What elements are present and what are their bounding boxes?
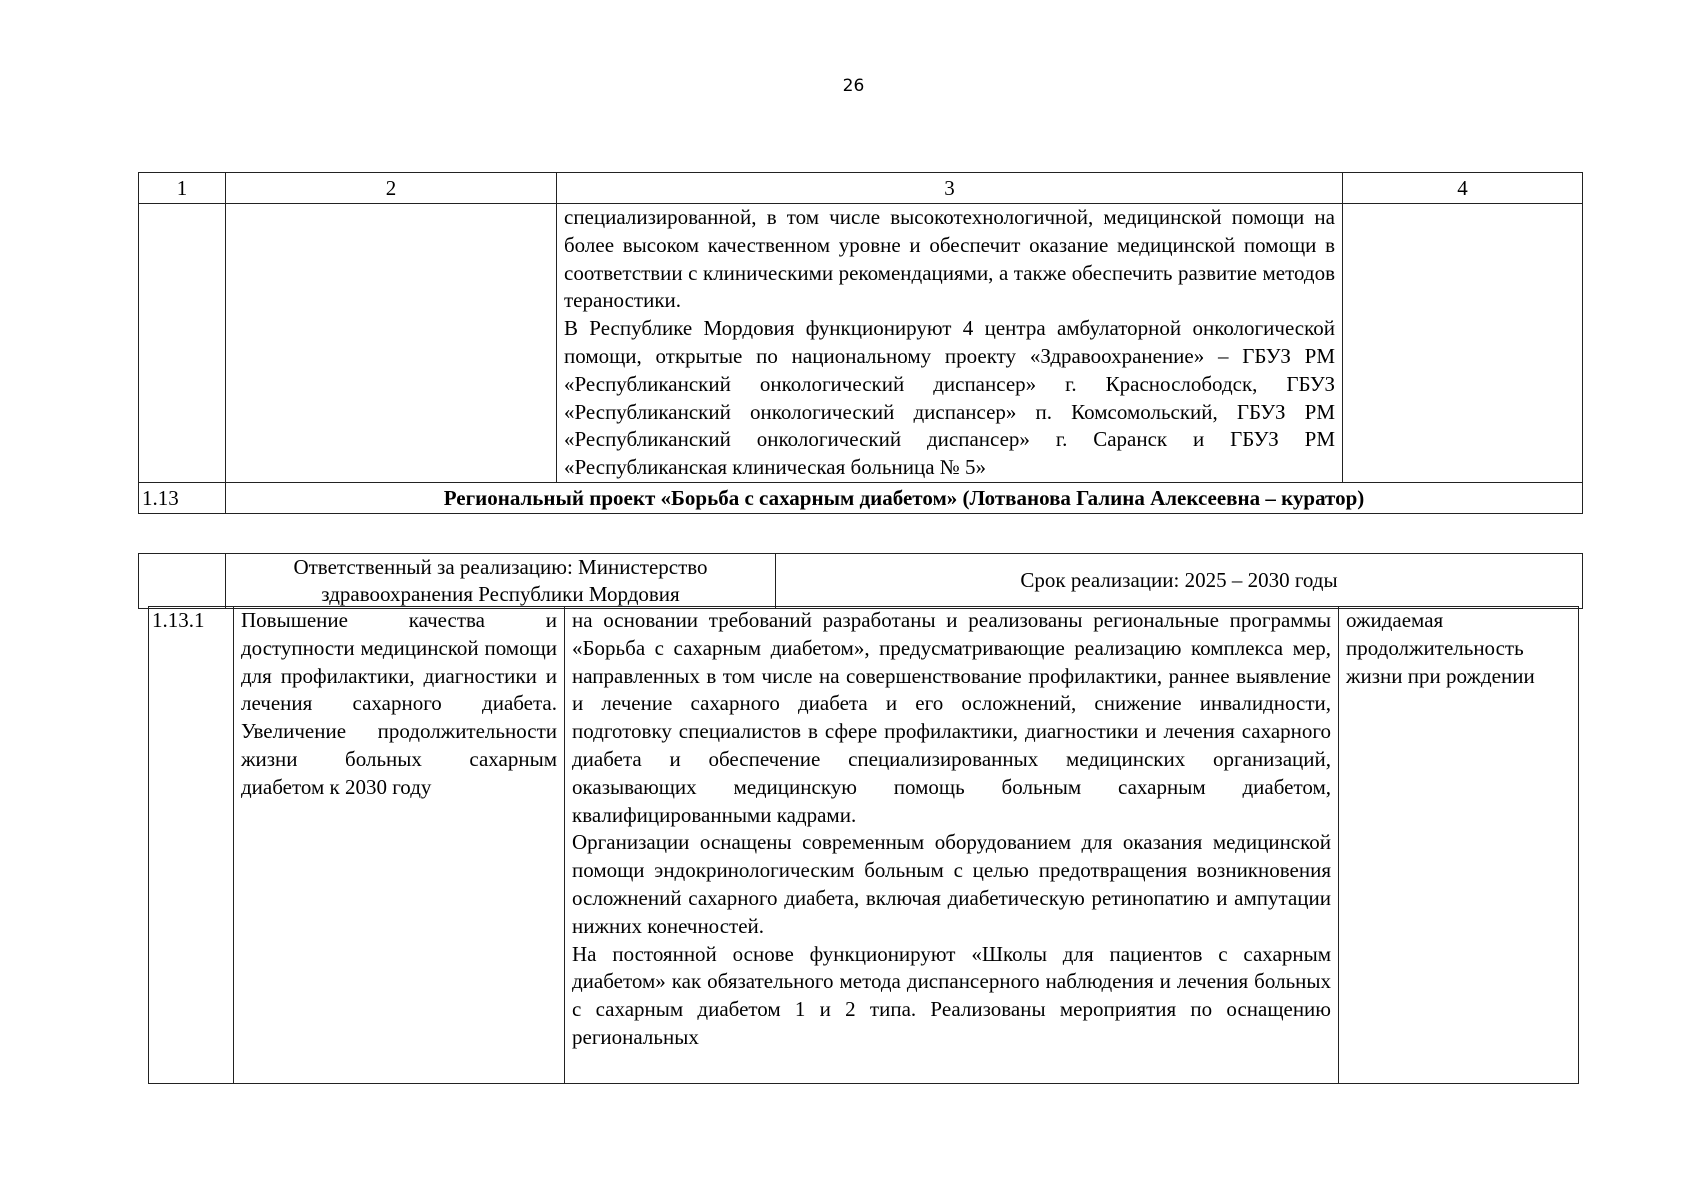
column-numbers-row bbox=[139, 173, 1583, 204]
project-meta-table bbox=[138, 553, 1583, 609]
continuation-paragraph-1: специализированной, в том числе высокотехнологичной, медицинской помощи на более высоком качественном уровне и обеспечит оказание медицинской помощи в соответствии с клиническими рекомендациями, а также обеспечить развитие методов тераностики. bbox=[564, 205, 1335, 313]
task-description-paragraph-1: на основании требований разработаны и реализованы региональные программы «Борьба с сахарным диабетом», предусматривающие реализацию комплекса мер, направленных в том числе на совершенствование профилактики, раннее выявление и лечение сахарного диабета и его осложнений, снижение инвалидности, подготовку специалистов в сфере профилактики, диагностики и лечения сахарного диабета и обеспечение специализированных медицинских организаций, оказывающих медицинскую помощь больным сахарным диабетом, квалифицированными кадрами. bbox=[572, 608, 1331, 827]
task-name: Повышение качества и доступности медицинской помощи для профилактики, диагностики и лечения сахарного диабета. Увеличение продолжительности жизни больных сахарным диабетом к 2030 году bbox=[234, 607, 565, 1084]
column-number-2: 2 bbox=[226, 173, 557, 204]
column-number-1: 1 bbox=[139, 173, 226, 204]
continuation-number-cell bbox=[139, 204, 226, 483]
project-responsible: Ответственный за реализацию: Министерство здравоохранения Республики Мордовия bbox=[226, 554, 776, 609]
project-meta-empty-cell bbox=[139, 554, 226, 609]
page-number: 26 bbox=[842, 76, 865, 96]
continuation-paragraph-2: В Республике Мордовия функционируют 4 центра амбулаторной онкологической помощи, открытые по национальному проекту «Здравоохранение» – ГБУЗ РМ «Республиканский онкологический диспансер» г. Краснослободск, ГБУЗ «Республиканский онкологический диспансер» п. Комсомольский, ГБУЗ РМ «Республиканский онкологический диспансер» г. Саранск и ГБУЗ РМ «Республиканская клиническая больница № 5» bbox=[564, 316, 1335, 480]
task-number: 1.13.1 bbox=[149, 607, 234, 1084]
task-indicator: ожидаемая продолжительность жизни при рождении bbox=[1339, 607, 1579, 1084]
column-number-3: 3 bbox=[557, 173, 1343, 204]
task-table bbox=[148, 606, 1579, 1084]
project-title: Региональный проект «Борьба с сахарным диабетом» (Лотванова Галина Алексеевна – куратор) bbox=[226, 482, 1583, 513]
continuation-indicator-cell bbox=[1343, 204, 1583, 483]
project-meta-row bbox=[139, 554, 1583, 609]
task-description-paragraph-2: Организации оснащены современным оборудованием для оказания медицинской помощи эндокринологическим больным с целью предотвращения возникновения осложнений сахарного диабета, включая диабетическую ретинопатию и ампутации нижних конечностей. bbox=[572, 830, 1331, 938]
task-description-paragraph-3: На постоянной основе функционируют «Школы для пациентов с сахарным диабетом» как обязательного метода диспансерного наблюдения и лечения больных с сахарным диабетом 1 и 2 типа. Реализованы мероприятия по оснащению региональных bbox=[572, 941, 1331, 1049]
project-number: 1.13 bbox=[139, 482, 226, 513]
continuation-description-cell bbox=[557, 204, 1343, 483]
column-number-4: 4 bbox=[1343, 173, 1583, 204]
project-title-row bbox=[139, 482, 1583, 513]
continuation-name-cell bbox=[226, 204, 557, 483]
project-term: Срок реализации: 2025 – 2030 годы bbox=[776, 554, 1583, 609]
task-description-cell bbox=[565, 607, 1339, 1084]
upper-table bbox=[138, 172, 1583, 514]
continuation-row bbox=[139, 204, 1583, 483]
task-row bbox=[149, 607, 1579, 1084]
